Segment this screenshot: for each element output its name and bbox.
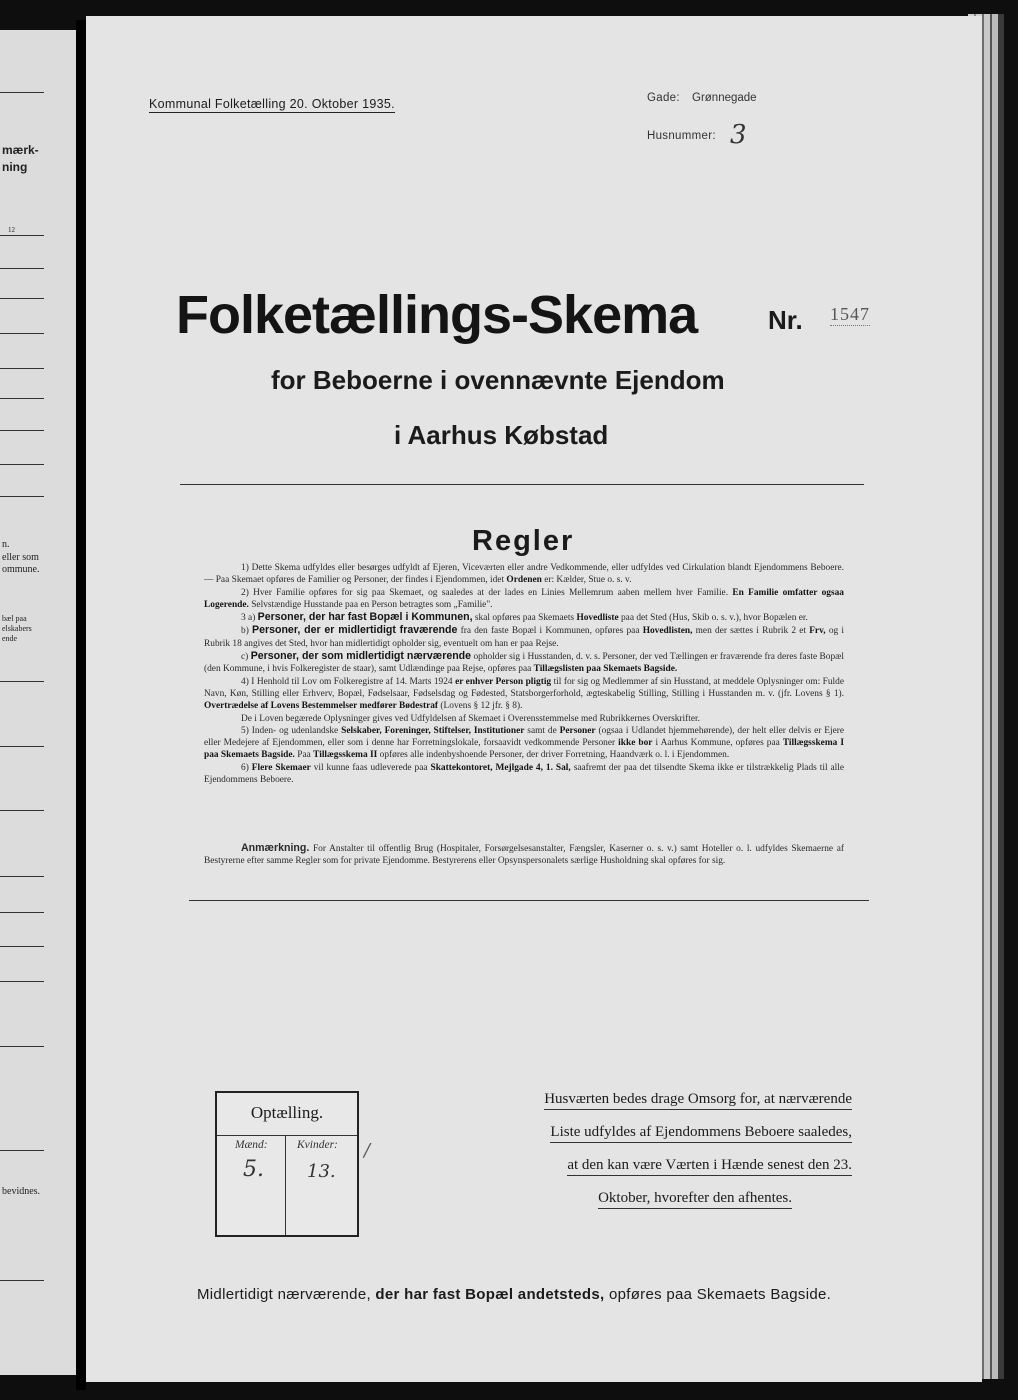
landlord-line: Oktober, hvorefter den afhentes. (598, 1190, 792, 1209)
landlord-line: at den kan være Værten i Hænde senest den 23. (567, 1157, 852, 1176)
landlord-line: Husværten bedes drage Omsorg for, at nærværende (544, 1091, 852, 1110)
left-fragment: bæl paa (2, 614, 27, 623)
rule-4: 4) I Henhold til Lov om Folkeregistre af 14. Marts 1924 er enhver Person pligtig til for sig og Medlemmer af sin Husstand, at meddele Oplysninger om: Fulde Navn, Køn, Stilling eller Erhverv, Bopæl, Fødselsaar, Fødselsdag og Fødested, Statsborgerforhold, ægteskabelig Stilling, Stilling i Husstanden m. v. (jfr. Lovens § 1). Overtrædelse af Lovens Bestemmelser medfører Bødestraf (Lovens § 12 jfr. § 8). (204, 676, 845, 712)
ruled-line (0, 298, 44, 299)
house-number-value: 3 (730, 120, 747, 150)
rule-6: 6) Flere Skemaer vil kunne faas udleverede paa Skattekontoret, Mejlgade 4, 1. Sal, saafremt der paa det tilsendte Skema ikke er tilstrækkelig Plads til alle Ejendommens Beboere. (204, 762, 845, 786)
count-title: Optælling. (250, 1103, 324, 1122)
left-fragment: n. (2, 539, 10, 550)
ruled-line (0, 464, 44, 465)
form-number-label: Nr. (768, 305, 803, 335)
men-label: Mænd: (235, 1139, 268, 1151)
rule-2: 2) Hver Familie opføres for sig paa Skemaet, og saaledes at der lades en Linies Mellemrum aaben mellem hver Familie. En Familie omfatter ogsaa Logerende. Selvstændige Husstande paa en Person betragtes som „Familie". (204, 587, 844, 610)
rule-1: 1) Dette Skema udfyldes eller besørges udfyldt af Ejeren, Viceværten eller andre Vedkommende, eller udfyldes ved Cirkulation blandt Ejendommens Beboere. — Paa Skemaet opføres de Familier og Personer, der findes i Ejendommen, idet Ordenen er: Kælder, Stue o. s. v. (204, 563, 844, 586)
check-mark: / (364, 1140, 371, 1161)
form-subtitle: for Beboerne i ovennævnte Ejendom (271, 365, 725, 395)
women-label: Kvinder: (297, 1139, 338, 1151)
ruled-line (0, 398, 44, 399)
left-fragment: 12 (8, 226, 15, 234)
left-fragment: eller som (2, 552, 39, 563)
ruled-line (0, 912, 44, 913)
ruled-line (0, 1150, 44, 1151)
ruled-line (0, 235, 44, 236)
left-fragment: elskabers (2, 624, 32, 633)
street-value: Grønnegade (692, 92, 757, 104)
census-form-page (86, 16, 982, 1382)
ruled-line (0, 981, 44, 982)
ruled-line (0, 92, 44, 93)
left-fragment: bevidnes. (2, 1186, 41, 1197)
left-fragment: ende (2, 634, 18, 643)
left-fragment: ning (2, 160, 28, 174)
ruled-line (0, 1046, 44, 1047)
left-fragment: ommune. (2, 564, 40, 575)
book-gutter (76, 20, 86, 1390)
census-date-line: Kommunal Folketælling 20. Oktober 1935. (149, 97, 395, 111)
rule-3c: c) Personer, der som midlertidigt nærværende opholder sig i Husstanden, d. v. s. Personer, der ved Tællingen er fraværende fra deres faste Bopæl (den Kommune, i hvis Folkeregister de staar), samt Udlændinge paa Rejse, opføres paa Tillægslisten paa Skemaets Bagside. (204, 650, 844, 675)
form-subtitle-city: i Aarhus Købstad (394, 420, 609, 450)
count-box (215, 1091, 359, 1237)
ruled-line (0, 681, 44, 682)
rules-heading: Regler (472, 525, 575, 557)
left-fragment: mærk- (2, 143, 39, 157)
ruled-line (0, 333, 44, 334)
divider (189, 900, 869, 901)
ruled-line (0, 810, 44, 811)
rules-text (204, 562, 844, 786)
left-page-edge (0, 30, 76, 1375)
count-rule (217, 1135, 357, 1136)
ruled-line (0, 430, 44, 431)
rule-3b: b) Personer, der er midlertidigt fraværende fra den faste Bopæl i Kommunen, opføres paa Hovedlisten, men der sættes i Rubrik 2 et Frv, og i Rubrik 18 angives det Sted, hvor han midlertidigt opholder sig, eventuelt om han er paa Rejse. (204, 624, 844, 649)
form-title: Folketællings-Skema (176, 285, 698, 345)
women-count: 13. (307, 1161, 336, 1182)
rule-3a: 3 a) Personer, der har fast Bopæl i Kommunen, skal opføres paa Skemaets Hovedliste paa det Sted (Hus, Skib o. s. v.), hvor Bopælen er. (241, 611, 808, 624)
street-label: Gade: (647, 92, 680, 104)
house-number-label: Husnummer: (647, 130, 716, 142)
footer-note: Midlertidigt nærværende, der har fast Bopæl andetsteds, opføres paa Skemaets Bagside. (197, 1286, 832, 1303)
count-column-divider (285, 1135, 286, 1235)
divider (180, 484, 864, 485)
remark-label: Anmærkning. (241, 842, 310, 854)
landlord-line: Liste udfyldes af Ejendommens Beboere saaledes, (550, 1124, 852, 1143)
ruled-line (0, 368, 44, 369)
men-count: 5. (243, 1157, 264, 1182)
form-number-value: 1547 (830, 304, 870, 324)
ruled-line (0, 496, 44, 497)
ruled-line (0, 1280, 44, 1281)
rule-4b: De i Loven begærede Oplysninger gives ved Udfyldelsen af Skemaet i Overensstemmelse med Rubrikkernes Overskrifter. (241, 713, 700, 724)
ruled-line (0, 268, 44, 269)
landlord-instructions (516, 1091, 852, 1223)
rule-5: 5) Inden- og udenlandske Selskaber, Foreninger, Stiftelser, Institutioner samt de Personer (ogsaa i Udlandet hjemmehørende), der helt eller delvis er Ejere eller Medejere af Ejendommen, eller som i denne har Forretningslokale, forsaavidt vedkommende Personer ikke bor i Aarhus Kommune, opføres paa Tillægsskema I paa Skemaets Bagside. Paa Tillægsskema II opføres alle indenbyshoende Personer, der driver Forretning, Haandværk o. l. i Ejendommen. (204, 725, 845, 761)
ruled-line (0, 946, 44, 947)
remark-text: Anmærkning. For Anstalter til offentlig Brug (Hospitaler, Forsørgelsesanstalter, Fængsler, Kaserner o. s. v.) samt Hoteller o. l. udfyldes Skemaerne af Bestyrerne efter samme Regler som for private Ejendomme. Bestyrerens eller Opsynspersonalets særlige Husholdning skal opføres for sig. (204, 842, 844, 867)
ruled-line (0, 746, 44, 747)
ruled-line (0, 876, 44, 877)
